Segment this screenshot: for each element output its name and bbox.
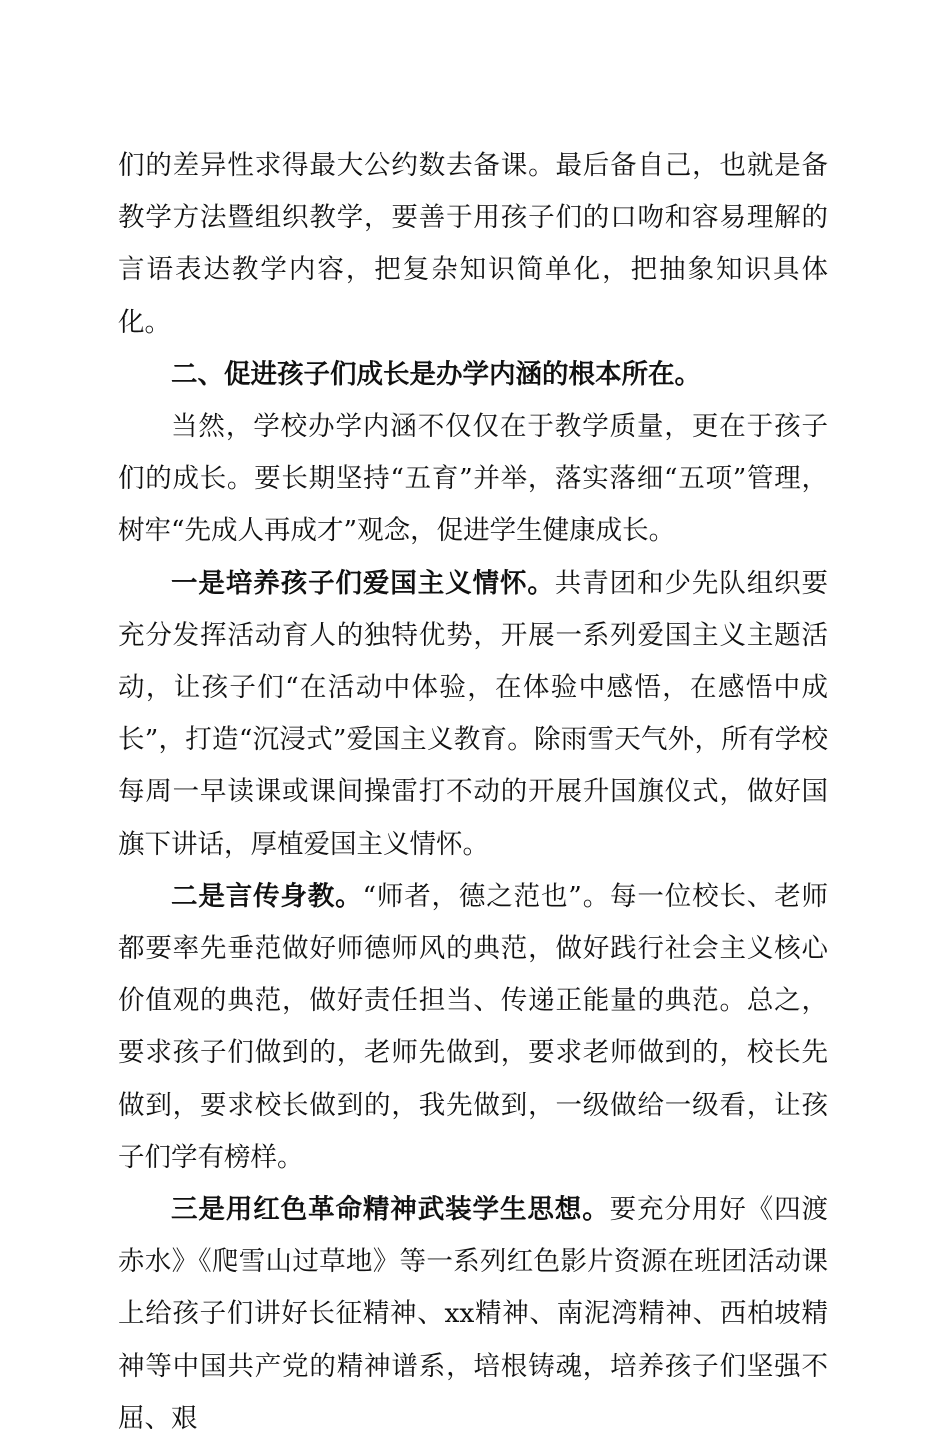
point-three-lead: 三是用红色革命精神武装学生思想。 [171, 1194, 610, 1226]
point-one-lead: 一是培养孩子们爱国主义情怀。 [171, 567, 555, 599]
document-body [118, 140, 828, 1445]
paragraph-point-three [118, 1184, 828, 1445]
section-heading: 二、促进孩子们成长是办学内涵的根本所在。 [171, 358, 701, 390]
paragraph-continuation: 们的差异性求得最大公约数去备课。最后备自己，也就是备教学方法暨组织教学，要善于用孩子们的口吻和容易理解的言语表达教学内容，把复杂知识简单化，把抽象知识具体化。 [118, 150, 828, 338]
paragraph-point-one [118, 558, 828, 871]
point-one-body: 共青团和少先队组织要充分发挥活动育人的独特优势，开展一系列爱国主义主题活动，让孩子们“在活动中体验，在体验中感悟，在感悟中成长”，打造“沉浸式”爱国主义教育。除雨雪天气外，所有学校每周一早读课或课间操雷打不动的开展升国旗仪式，做好国旗下讲话，厚植爱国主义情怀。 [118, 567, 829, 860]
point-three-body: 要充分用好《四渡赤水》《爬雪山过草地》等一系列红色影片资源在班团活动课上给孩子们讲好长征精神、xx精神、南泥湾精神、西柏坡精神等中国共产党的精神谱系，培根铸魂，培养孩子们坚强不屈、艰 [118, 1194, 829, 1434]
point-two-lead: 二是言传身教。 [171, 880, 363, 912]
paragraph-intro: 当然，学校办学内涵不仅仅在于教学质量，更在于孩子们的成长。要长期坚持“五育”并举，落实落细“五项”管理，树牢“先成人再成才”观念，促进学生健康成长。 [118, 411, 828, 547]
paragraph-point-two [118, 871, 828, 1184]
point-two-body: “师者，德之范也”。每一位校长、老师都要率先垂范做好师德师风的典范，做好践行社会主义核心价值观的典范，做好责任担当、传递正能量的典范。总之，要求孩子们做到的，老师先做到，要求老师做到的，校长先做到，要求校长做到的，我先做到，一级做给一级看，让孩子们学有榜样。 [118, 880, 828, 1173]
